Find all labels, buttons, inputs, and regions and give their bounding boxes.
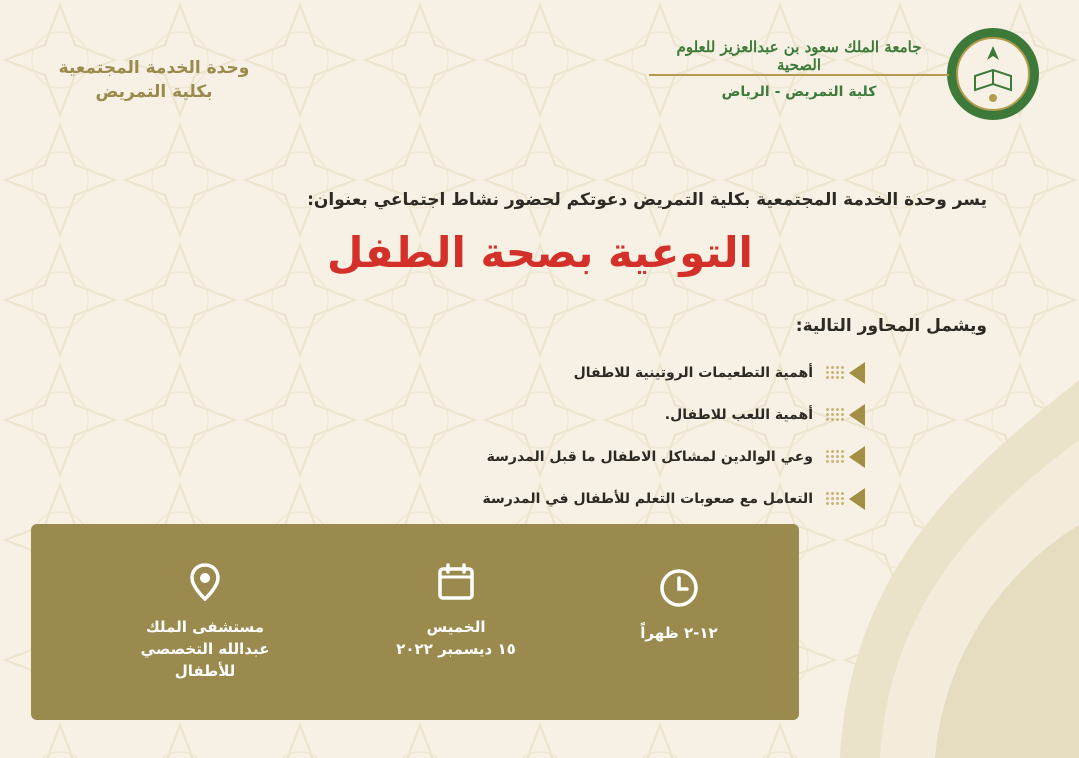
topic-text: أهمية اللعب للاطفال.: [664, 407, 813, 423]
event-date: [356, 562, 556, 660]
arrow-bullet-icon: [819, 362, 865, 384]
location-pin-icon: [185, 562, 225, 602]
university-name: جامعة الملك سعود بن عبدالعزيز للعلوم الصحية: [676, 38, 922, 74]
topics-heading: ويشمل المحاور التالية:: [795, 316, 987, 336]
unit-title-line1: وحدة الخدمة المجتمعية: [58, 58, 250, 78]
event-details-panel: [31, 524, 799, 720]
university-seal-icon: [945, 26, 1041, 122]
list-item: [305, 478, 865, 520]
university-header: [639, 26, 1079, 126]
college-name: كلية التمريض - الرياض: [721, 84, 877, 100]
arrow-bullet-icon: [819, 488, 865, 510]
topic-text: أهمية التطعيمات الروتينية للاطفال: [573, 365, 813, 381]
topics-list: [305, 352, 865, 520]
topic-text: التعامل مع صعوبات التعلم للأطفال في المدرسة: [482, 491, 813, 507]
list-item: [305, 352, 865, 394]
list-item: [305, 394, 865, 436]
location-line2: عبدالله التخصصي: [140, 640, 270, 658]
location-line1: مستشفى الملك: [145, 618, 265, 636]
event-location: [105, 562, 305, 682]
event-time: [579, 568, 779, 644]
list-item: [305, 436, 865, 478]
day-text: الخميس: [426, 618, 486, 636]
unit-title-line2: بكلية التمريض: [95, 82, 213, 102]
date-text: ١٥ ديسمبر ٢٠٢٢: [396, 640, 516, 658]
topic-text: وعي الوالدين لمشاكل الاطفال ما قبل المدرسة: [486, 449, 813, 465]
invitation-intro: يسر وحدة الخدمة المجتمعية بكلية التمريض دعوتكم لحضور نشاط اجتماعي بعنوان:: [307, 190, 987, 210]
unit-title: [40, 56, 268, 104]
arrow-bullet-icon: [819, 404, 865, 426]
location-line3: للأطفال: [174, 662, 236, 680]
time-text: ١٢-٢ ظهراً: [640, 624, 718, 642]
event-title: التوعية بصحة الطفل: [327, 228, 753, 277]
clock-icon: [659, 568, 699, 608]
arrow-bullet-icon: [819, 446, 865, 468]
calendar-icon: [436, 562, 476, 602]
header-divider: [649, 74, 949, 76]
